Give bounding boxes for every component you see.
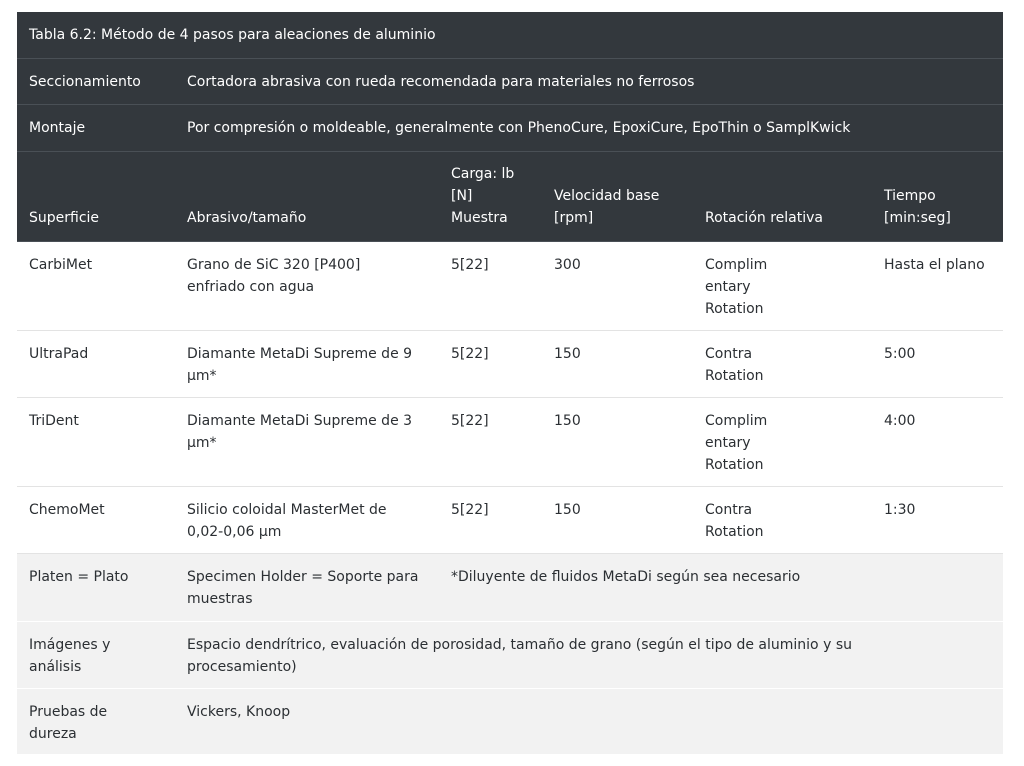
header-time [872,151,1003,241]
cell-line: Rotation [705,367,764,384]
cell-time: 5:00 [872,330,1003,397]
cell-line: Rotation [705,523,764,540]
hardness-value: Vickers, Knoop [175,688,1003,754]
cell-line: Contra [705,345,753,362]
header-load-line: Muestra [451,209,508,226]
cell-line: Diamante MetaDi Supreme de 3 [187,412,413,429]
legend-note: *Diluyente de fluidos MetaDi según sea necesario [439,553,1003,621]
cell-line: dureza [29,725,77,742]
cell-line: Diamante MetaDi Supreme de 9 [187,345,413,362]
header-load-line: Carga: lb [451,165,515,182]
cell-line: análisis [29,658,82,675]
cell-line: Contra [705,501,753,518]
cell-line: entary [705,278,751,295]
hardness-row [17,688,1003,754]
cell-line: µm* [187,367,217,384]
cell-speed: 300 [542,241,693,330]
cell-load: 5[22] [439,397,542,486]
table-title-row [17,12,1003,58]
hardness-label [17,688,175,754]
cell-line: Espacio dendrítrico, evaluación de porosidad, tamaño de grano (según el tipo de aluminio y su [187,636,852,653]
header-load-line: [N] [451,187,473,204]
imaging-row [17,621,1003,688]
cell-surface: TriDent [17,397,175,486]
sectioning-value: Cortadora abrasiva con rueda recomendada para materiales no ferrosos [175,58,1003,104]
cell-abrasive [175,486,439,553]
table-row [17,330,1003,397]
cell-line: Silicio coloidal MasterMet de [187,501,387,518]
sectioning-row [17,58,1003,104]
cell-line: Imágenes y [29,636,111,653]
table-row [17,397,1003,486]
cell-line: procesamiento) [187,658,297,675]
cell-rotation [693,241,872,330]
cell-speed: 150 [542,397,693,486]
cell-speed: 150 [542,486,693,553]
cell-rotation [693,397,872,486]
header-time-line: Tiempo [884,187,936,204]
header-time-line: [min:seg] [884,209,951,226]
cell-time: 1:30 [872,486,1003,553]
cell-line: 0,02-0,06 µm [187,523,282,540]
column-header-row [17,151,1003,241]
table-title: Tabla 6.2: Método de 4 pasos para aleaciones de aluminio [17,12,1003,58]
legend-platen: Platen = Plato [17,553,175,621]
legend-holder [175,553,439,621]
header-speed-line: [rpm] [554,209,594,226]
cell-line: Complim [705,412,768,429]
method-table [17,12,1003,755]
cell-line: enfriado con agua [187,278,315,295]
cell-rotation [693,330,872,397]
cell-line: Rotation [705,300,764,317]
cell-load: 5[22] [439,486,542,553]
legend-row [17,553,1003,621]
imaging-value [175,621,1003,688]
cell-line: µm* [187,434,217,451]
header-speed [542,151,693,241]
cell-load: 5[22] [439,330,542,397]
cell-abrasive [175,241,439,330]
cell-line: Grano de SiC 320 [P400] [187,256,361,273]
cell-line: Specimen Holder = Soporte para [187,568,419,585]
cell-time: Hasta el plano [872,241,1003,330]
mounting-value: Por compresión o moldeable, generalmente con PhenoCure, EpoxiCure, EpoThin o SamplKwick [175,104,1003,151]
cell-rotation [693,486,872,553]
imaging-label [17,621,175,688]
table-row [17,241,1003,330]
cell-time: 4:00 [872,397,1003,486]
table-row [17,486,1003,553]
cell-surface: UltraPad [17,330,175,397]
cell-line: muestras [187,590,253,607]
header-abrasive: Abrasivo/tamaño [175,151,439,241]
cell-surface: CarbiMet [17,241,175,330]
header-speed-line: Velocidad base [554,187,660,204]
cell-abrasive [175,397,439,486]
header-surface: Superficie [17,151,175,241]
cell-line: Pruebas de [29,703,108,720]
cell-line: Complim [705,256,768,273]
cell-surface: ChemoMet [17,486,175,553]
mounting-row [17,104,1003,151]
cell-load: 5[22] [439,241,542,330]
sectioning-label: Seccionamiento [17,58,175,104]
cell-abrasive [175,330,439,397]
cell-speed: 150 [542,330,693,397]
cell-line: entary [705,434,751,451]
header-rotation: Rotación relativa [693,151,872,241]
cell-line: Rotation [705,456,764,473]
mounting-label: Montaje [17,104,175,151]
method-table-container [17,12,1003,755]
header-load [439,151,542,241]
